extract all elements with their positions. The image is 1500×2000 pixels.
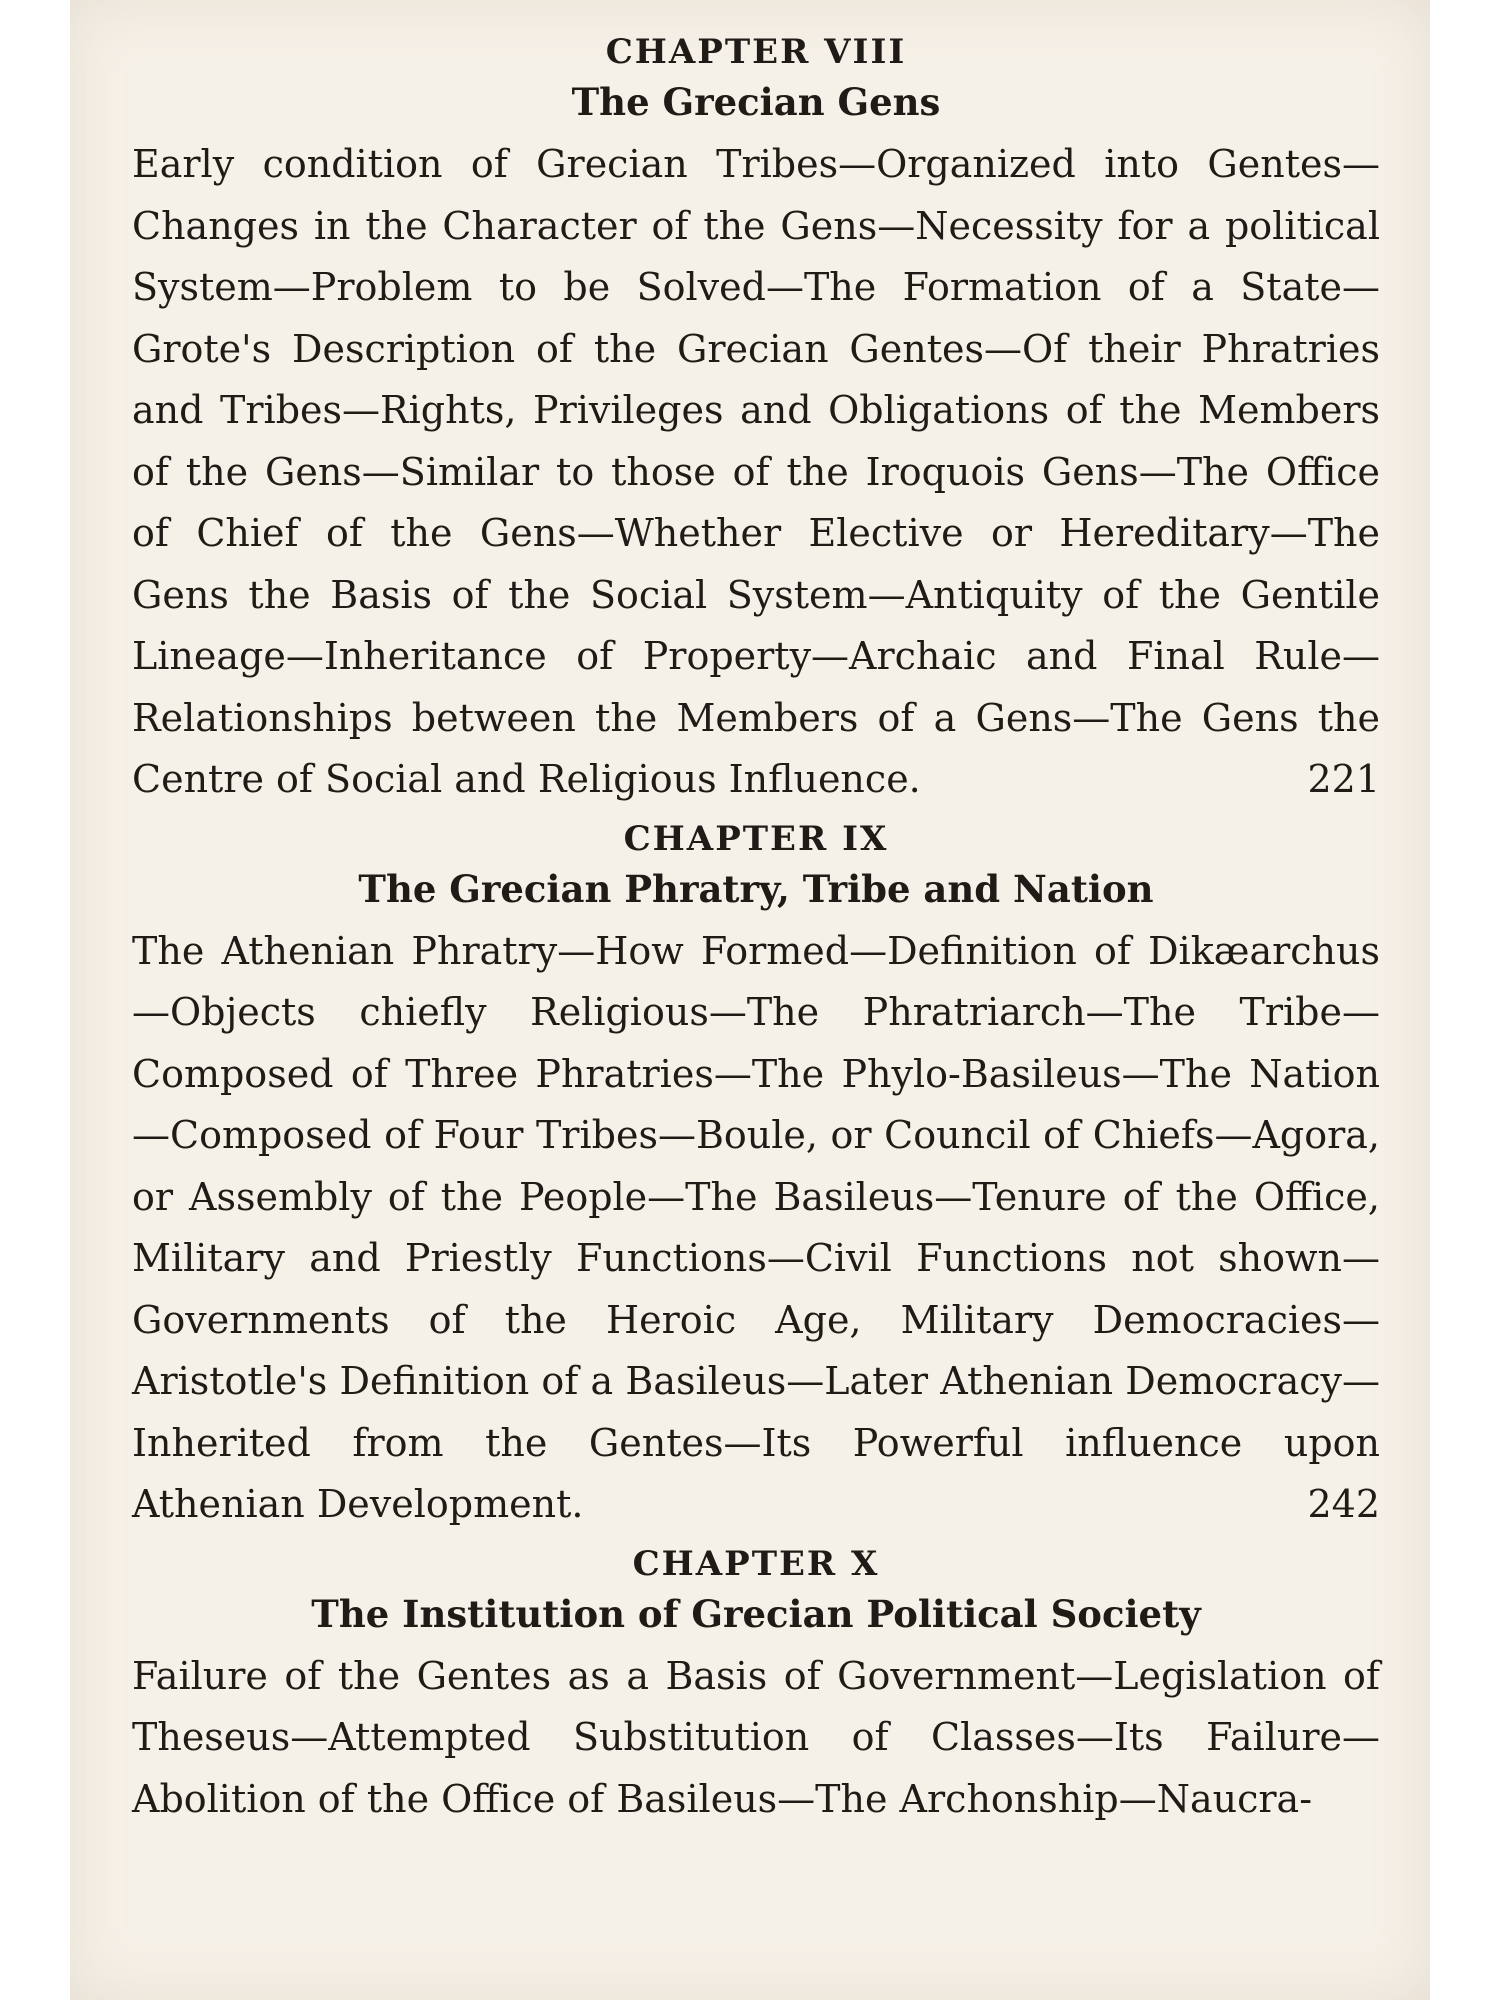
chapter-number: CHAPTER VIII: [605, 32, 907, 72]
chapter-title: The Institution of Grecian Political Society: [311, 1591, 1201, 1636]
chapter-summary: [132, 921, 1380, 1536]
chapter-summary: [132, 134, 1380, 811]
chapter-number: CHAPTER X: [632, 1543, 880, 1584]
chapter-title: The Grecian Gens: [571, 80, 941, 124]
chapter-number: CHAPTER IX: [623, 818, 889, 859]
page-number: 221: [1307, 757, 1380, 801]
summary-text: The Athenian Phratry—How Formed—Definition of Dikæarchus—Objects chiefly Religious—The Phratriarch—The Tribe—Composed of Three Phratries—The Phylo-Basileus—The Nation—Composed of Four Tribes—Boule, or Council of Chiefs—Agora, or Assembly of the People—The Basileus—Tenure of the Office, Military and Priestly Functions—Civil Functions not shown—Governments of the Heroic Age, Military Democracies—Aristotle's Definition of a Basileus—Later Athenian Democracy—Inherited from the Gentes—Its Powerful influence upon Athenian Development.: [132, 928, 1380, 1526]
book-page: [70, 0, 1430, 2000]
chapter-10: [132, 1540, 1380, 1831]
contents-column: [132, 28, 1380, 1834]
chapter-9: [132, 815, 1380, 1536]
chapter-8: [132, 28, 1380, 811]
chapter-title: The Grecian Phratry, Tribe and Nation: [358, 866, 1154, 911]
summary-text: Early condition of Grecian Tribes—Organized into Gentes—Changes in the Character of the Gens—Necessity for a political System—Problem to be Solved—The Formation of a State—Grote's Description of the Grecian Gentes—Of their Phratries and Tribes—Rights, Privileges and Obligations of the Members of the Gens—Similar to those of the Iroquois Gens—The Office of Chief of the Gens—Whether Elective or Hereditary—The Gens the Basis of the Social System—Antiquity of the Gentile Lineage—Inheritance of Property—Archaic and Final Rule—Relationships between the Members of a Gens—The Gens the Centre of Social and Religious Influence.: [132, 142, 1380, 801]
chapter-summary: [132, 1646, 1380, 1831]
summary-text: Failure of the Gentes as a Basis of Government—Legislation of Theseus—Attempted Substitution of Classes—Its Failure—Abolition of the Office of Basileus—The Archonship—Naucra-: [132, 1653, 1380, 1821]
page-number: 242: [1307, 1482, 1380, 1526]
